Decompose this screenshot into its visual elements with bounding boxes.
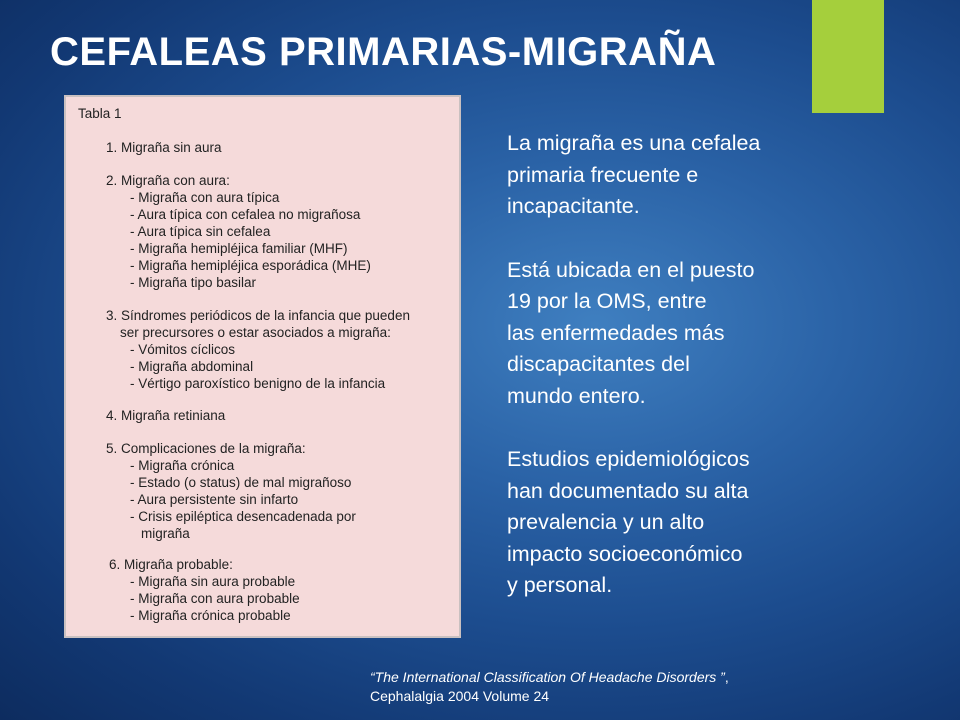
paragraph-definition: [507, 128, 927, 223]
text-line: La migraña es una cefalea: [507, 131, 761, 155]
table-caption: Tabla 1: [78, 106, 122, 121]
citation-punct: ,: [724, 669, 729, 685]
table-item: - Migraña hemipléjica esporádica (MHE): [130, 258, 371, 273]
text-line: discapacitantes del: [507, 352, 690, 376]
text-line: primaria frecuente e: [507, 162, 699, 187]
citation-title: “The International Classification Of Headache Disorders ”: [370, 669, 725, 685]
table-section-3-head-cont: ser precursores o estar asociados a migraña:: [120, 325, 391, 340]
body-text: [507, 128, 927, 634]
table-item-cont: migraña: [141, 526, 190, 541]
text-line: las enfermedades más: [507, 320, 725, 345]
table-item: - Aura típica sin cefalea: [130, 224, 271, 239]
table-item: - Aura persistente sin infarto: [130, 492, 299, 507]
paragraph-epidemiology: [507, 444, 927, 602]
classification-table: [64, 95, 461, 638]
text-line: mundo entero.: [507, 383, 646, 408]
table-section-5-head: 5. Complicaciones de la migraña:: [106, 441, 306, 456]
table-item: - Migraña sin aura probable: [130, 574, 296, 589]
table-item: - Migraña crónica probable: [130, 608, 291, 623]
text-line: incapacitante.: [507, 194, 640, 218]
text-line: Está ubicada en el puesto: [507, 257, 755, 282]
slide-title: CEFALEAS PRIMARIAS-MIGRAÑA: [50, 30, 717, 74]
text-line: Estudios epidemiológicos: [507, 447, 750, 471]
table-item: - Migraña abdominal: [130, 359, 254, 374]
table-item: - Migraña con aura probable: [130, 591, 300, 606]
table-section-1-head: 1. Migraña sin aura: [106, 140, 222, 155]
table-item: - Vómitos cíclicos: [130, 342, 236, 357]
citation-source: Cephalalgia 2004 Volume 24: [370, 688, 550, 704]
table-section-6-head: 6. Migraña probable:: [109, 557, 233, 572]
citation: [370, 668, 930, 706]
table-item: - Estado (o status) de mal migrañoso: [130, 475, 352, 490]
text-line: impacto socioeconómico: [507, 541, 743, 566]
table-item: - Vértigo paroxístico benigno de la infancia: [130, 376, 386, 391]
table-item: - Migraña crónica: [130, 458, 235, 473]
text-line: prevalencia y un alto: [507, 510, 705, 534]
table-section-4-head: 4. Migraña retiniana: [106, 408, 226, 423]
text-line: han documentado su alta: [507, 478, 749, 503]
text-line: 19 por la OMS, entre: [507, 289, 707, 313]
paragraph-oms-ranking: [507, 255, 927, 413]
accent-bar: [812, 0, 884, 113]
text-line: y personal.: [507, 573, 613, 597]
table-item: - Crisis epiléptica desencadenada por: [130, 509, 356, 524]
table-section-2-head: 2. Migraña con aura:: [106, 173, 230, 188]
table-item: - Migraña tipo basilar: [130, 275, 257, 290]
table-section-3-head: 3. Síndromes periódicos de la infancia que pueden: [106, 308, 410, 323]
table-item: - Migraña con aura típica: [130, 190, 280, 205]
table-item: - Migraña hemipléjica familiar (MHF): [130, 241, 348, 256]
table-item: - Aura típica con cefalea no migrañosa: [130, 207, 361, 222]
